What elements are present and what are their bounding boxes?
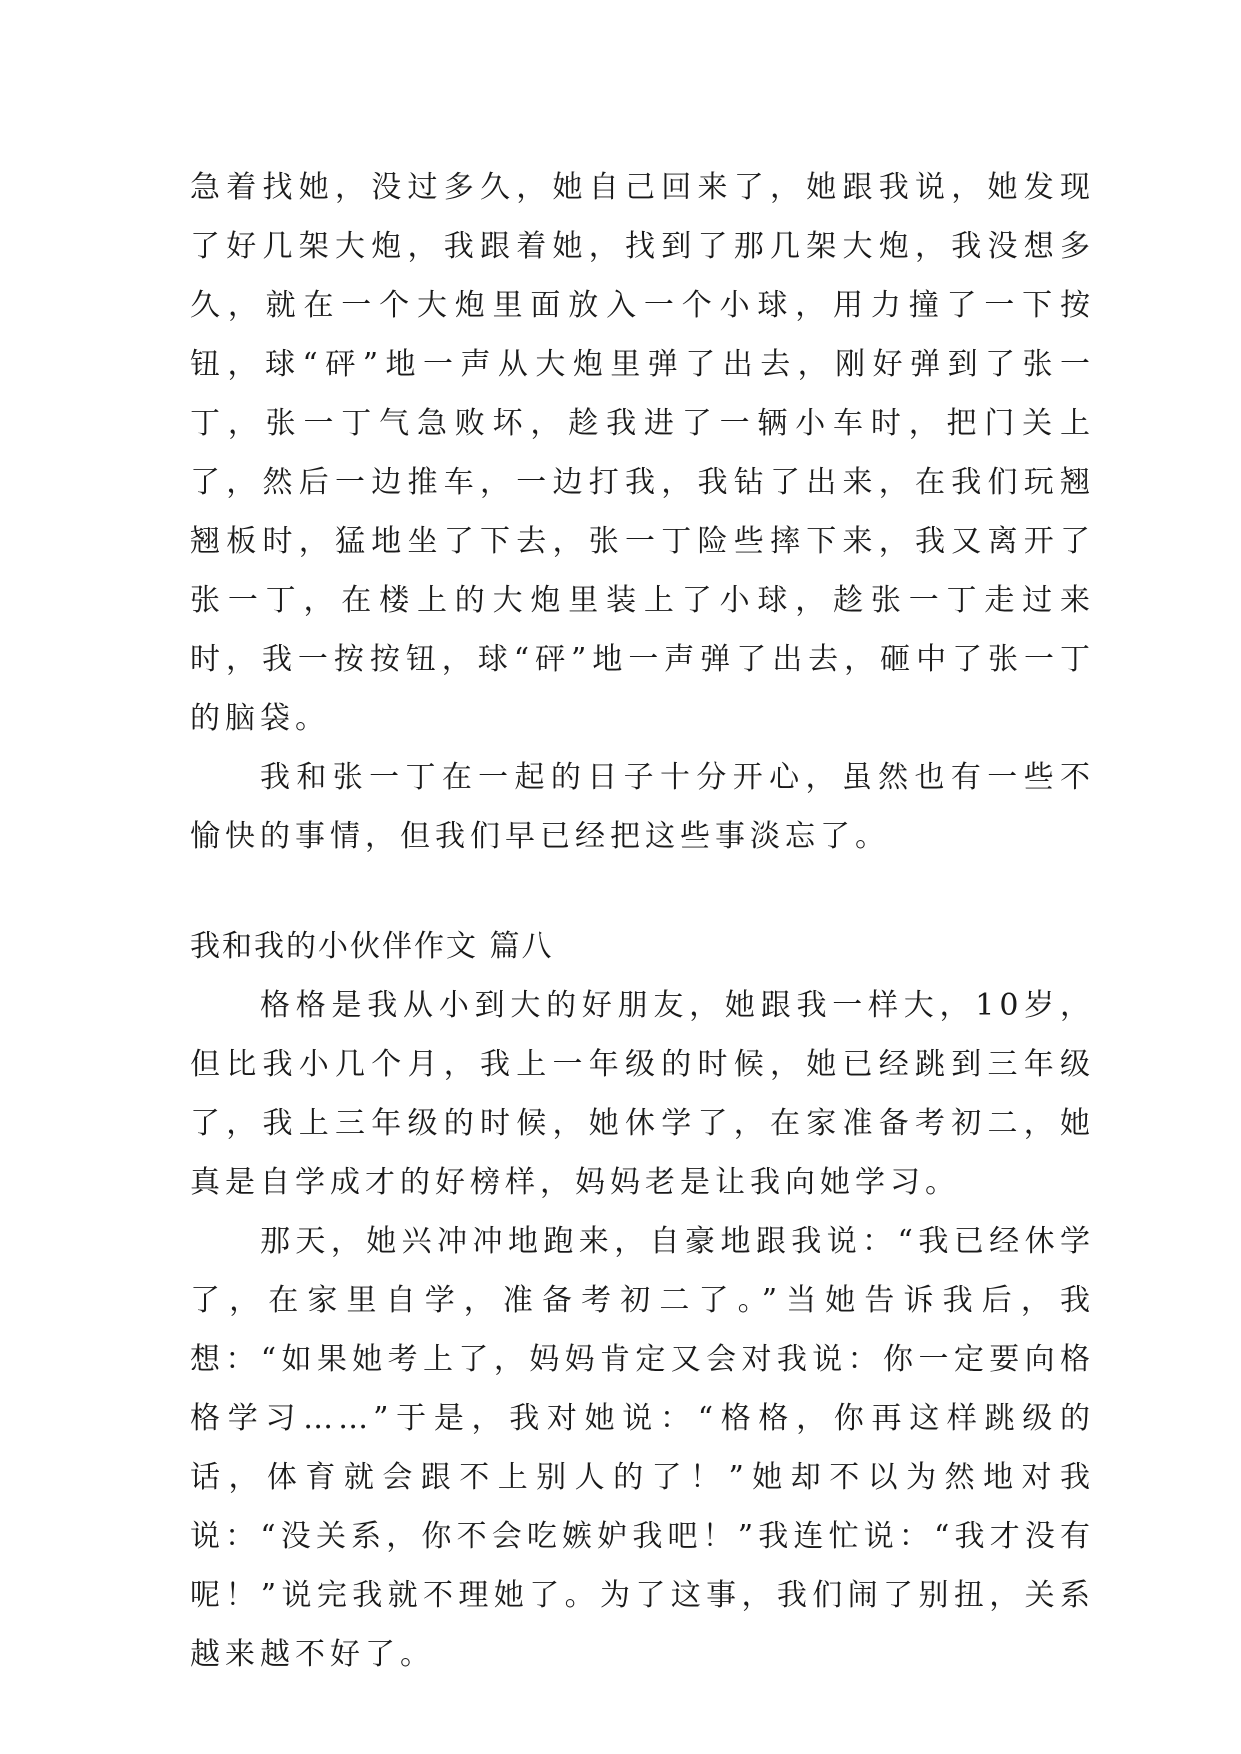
document-body	[190, 158, 1095, 1684]
paragraph-continued: 急着找她，没过多久，她自己回来了，她跟我说，她发现了好几架大炮，我跟着她，找到了那几架大炮，我没想多久，就在一个大炮里面放入一个小球，用力撞了一下按钮，球“砰”地一声从大炮里弹了出去，刚好弹到了张一丁，张一丁气急败坏，趁我进了一辆小车时，把门关上了，然后一边推车，一边打我，我钻了出来，在我们玩翘翘板时，猛地坐了下去，张一丁险些摔下来，我又离开了张一丁，在楼上的大炮里装上了小球，趁张一丁走过来时，我一按按钮，球“砰”地一声弹了出去，砸中了张一丁的脑袋。	[190, 170, 1095, 736]
paragraph: 格格是我从小到大的好朋友，她跟我一样大，10岁，但比我小几个月，我上一年级的时候，她已经跳到三年级了，我上三年级的时候，她休学了，在家准备考初二，她真是自学成才的好榜样，妈妈老是让我向她学习。	[190, 988, 1095, 1200]
paragraph: 那天，她兴冲冲地跑来，自豪地跟我说：“我已经休学了，在家里自学，准备考初二了。”当她告诉我后，我想：“如果她考上了，妈妈肯定又会对我说：你一定要向格格学习……”于是，我对她说：“格格，你再这样跳级的话，体育就会跟不上别人的了！”她却不以为然地对我说：“没关系，你不会吃嫉妒我吧！”我连忙说：“我才没有呢！”说完我就不理她了。为了这事，我们闹了别扭，关系越来越不好了。	[190, 1224, 1095, 1672]
paragraph: 我和张一丁在一起的日子十分开心，虽然也有一些不愉快的事情，但我们早已经把这些事淡忘了。	[190, 760, 1095, 854]
section-title: 我和我的小伙伴作文 篇八	[190, 929, 554, 964]
